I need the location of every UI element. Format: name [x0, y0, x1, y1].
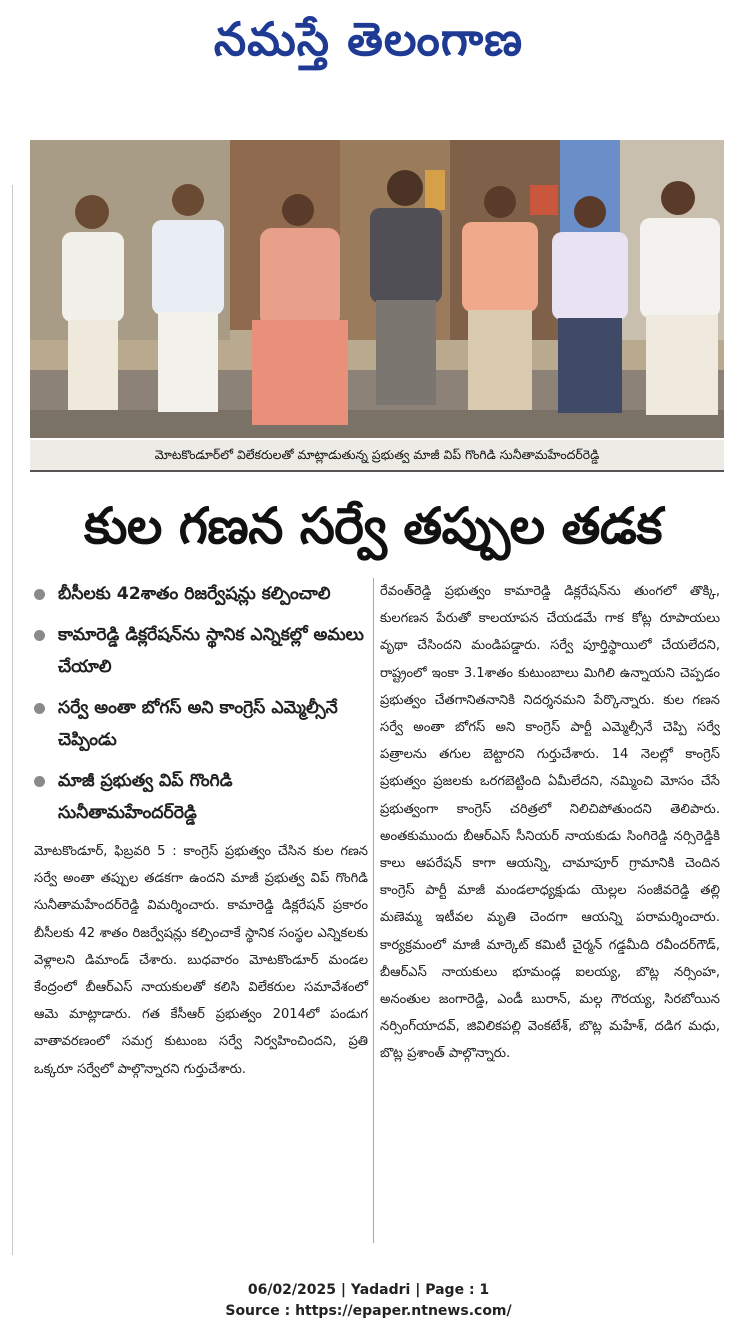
highlight-text: కామారెడ్డి డిక్లరేషన్‌ను స్థానిక ఎన్నికల్లో అమలు చేయాలి [58, 625, 364, 677]
masthead [0, 0, 737, 78]
article-headline: కుల గణన సర్వే తప్పుల తడక [83, 497, 663, 555]
photo-caption: మోటకొండూర్‌లో విలేకరులతో మాట్లాడుతున్న ప్రభుత్వ మాజీ విప్ గొంగిడి సునీతామహేందర్‌రెడ్డి [30, 440, 724, 472]
highlight-item [34, 619, 368, 683]
highlight-item [34, 765, 368, 829]
highlight-list [34, 578, 368, 829]
bullet-dot-icon [34, 703, 45, 714]
article-body-right: రేవంత్‌రెడ్డి ప్రభుత్వం కామారెడ్డి డిక్లరేషన్‌ను తుంగలో తొక్కి, కులగణన పేరుతో కాలయాపన చేయడమే గాక కోట్ల రూపాయలు వృథా చేసిందని మండిపడ్డారు. సర్వే పూర్తిస్థాయిలో చేయలేదని, రాష్ట్రంలో ఇంకా 3.1శాతం కుటుంబాలు మిగిలి ఉన్నాయని చెప్పడం ప్రభుత్వం చేతగానితనానికి నిదర్శనమని పేర్కొన్నారు. కుల గణన సర్వే అంతా బోగస్ అని కాంగ్రెస్ పార్టీ ఎమ్మెల్సీనే చెప్పి సర్వే పత్రాలను తగుల బెట్టారని గుర్తుచేశారు. 14 నెలల్లో కాంగ్రెస్ ప్రభుత్వం ప్రజలకు ఒరగబెట్టింది ఏమీలేదని, నమ్మించి మోసం చేసే ప్రభుత్వంగా కాంగ్రెస్ చరిత్రలో నిలిచిపోతుందని తెలిపారు. అంతకుముందు బీఆర్‌ఎస్ సీనియర్ నాయకుడు సింగిరెడ్డి నర్సిరెడ్డికి కాలు ఆపరేషన్ కాగా ఆయన్ని, చామాపూర్ గ్రామానికి చెందిన కాంగ్రెస్ పార్టీ మాజీ మండలాధ్యక్షుడు యెల్లల సంజీవరెడ్డి తల్లి మణెమ్మ ఇటీవల మృతి చెందగా ఆయన్ని పరామర్శించారు. కార్యక్రమంలో మాజీ మార్కెట్ కమిటీ చైర్మన్ గడ్డమీది రవీందర్‌గౌడ్, బీఆర్‌ఎస్ నాయకులు భూమండ్ల ఐలయ్య, బొట్ల నర్సింహ, అనంతుల జంగారెడ్డి, ఎండీ బురాన్, మల్గ గౌరయ్య, సిరబోయిన నర్సింగ్‌యాదవ్, జివిలికపల్లి వెంకటేశ్, బొట్ల మహేశ్, దడిగ మధు, బొట్ల ప్రశాంత్ పాల్గొన్నారు. [380, 584, 720, 1062]
edition-info: 06/02/2025 | Yadadri | Page : 1 [247, 1282, 490, 1298]
page-margin-line [12, 185, 13, 1255]
article-left-column [34, 578, 368, 1083]
column-divider [373, 578, 374, 1243]
bullet-dot-icon [34, 630, 45, 641]
page-footer [0, 1280, 737, 1322]
highlight-text: బీసీలకు 42శాతం రిజర్వేషన్లు కల్పించాలి [58, 584, 331, 604]
news-photo [30, 140, 724, 438]
bullet-dot-icon [34, 589, 45, 600]
highlight-item [34, 692, 368, 756]
group-photo-illustration [30, 140, 724, 438]
highlight-item [34, 578, 368, 610]
article-right-column [380, 578, 720, 1068]
highlight-text: సర్వే అంతా బోగస్ అని కాంగ్రెస్ ఎమ్మెల్సీనే చెప్పిండు [58, 698, 338, 750]
newspaper-logo: నమస్తే తెలంగాణ [213, 12, 524, 66]
article-body-left: మోటకొండూర్, ఫిబ్రవరి 5 : కాంగ్రెస్ ప్రభుత్వం చేసిన కుల గణన సర్వే అంతా తప్పుల తడకగా ఉందని మాజీ ప్రభుత్వ విప్ గొంగిడి సునీతామహేందర్‌రెడ్డి విమర్శించారు. కామారెడ్డి డిక్లరేషన్ ప్రకారం బీసీలకు 42 శాతం రిజర్వేషన్లు కల్పించాకే స్థానిక సంస్థల ఎన్నికలకు వెళ్లాలని డిమాండ్ చేశారు. బుధవారం మోటకొండూర్ మండల కేంద్రంలో బీఆర్‌ఎస్ నాయకులతో కలిసి విలేకరుల సమావేశంలో ఆమె మాట్లాడారు. గత కేసీఆర్ ప్రభుత్వం 2014లో పండుగ వాతావరణంలో సమగ్ర కుటుంబ సర్వే నిర్వహించిందని, ప్రతి ఒక్కరూ సర్వేలో పాల్గొన్నారని గుర్తుచేశారు. [34, 844, 368, 1077]
source-link[interactable]: Source : https://epaper.ntnews.com/ [225, 1303, 512, 1319]
highlight-text: మాజీ ప్రభుత్వ విప్ గొంగిడి సునీతామహేందర్‌రెడ్డి [58, 771, 233, 823]
bullet-dot-icon [34, 776, 45, 787]
